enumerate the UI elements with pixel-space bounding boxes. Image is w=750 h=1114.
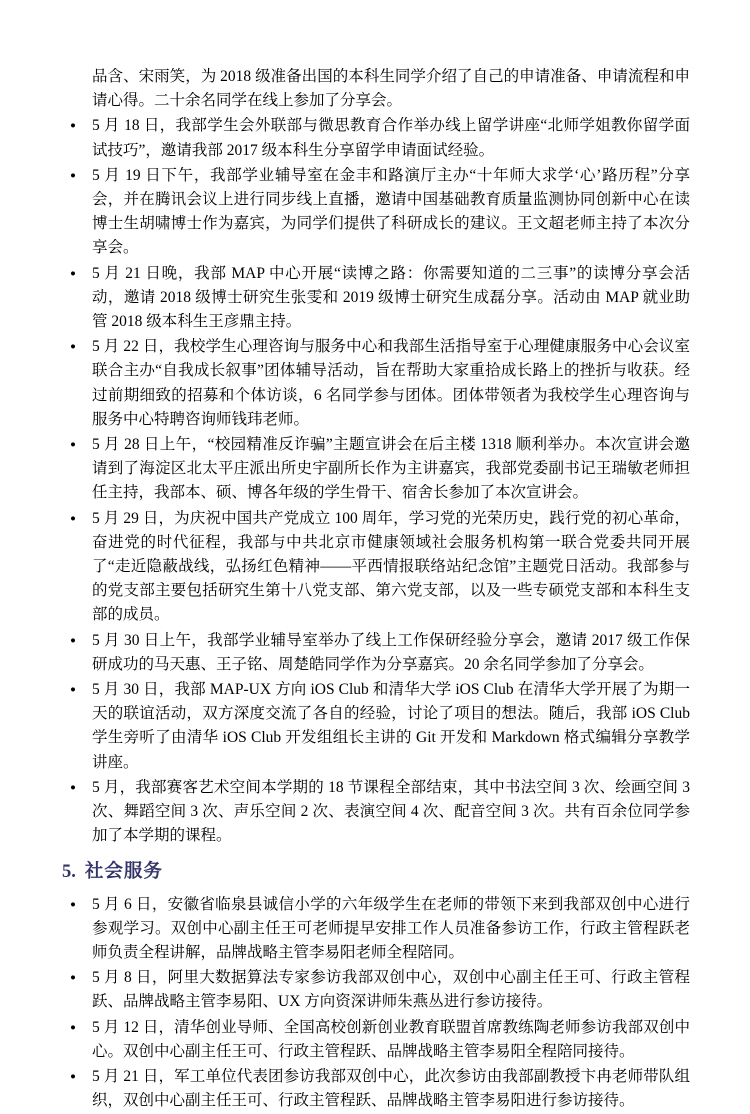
- list-item: [70, 164, 690, 261]
- bullet-icon: ●: [70, 440, 76, 451]
- list-item: [70, 335, 690, 432]
- bullet-icon: ●: [70, 1071, 76, 1082]
- section-heading: [62, 858, 690, 885]
- list-item-text: 5 月 22 日，我校学生心理咨询与服务中心和我部生活指导室于心理健康服务中心会议室联合主办“自我成长叙事”团体辅导活动，旨在帮助大家重拾成长路上的挫折与收获。经过前期细致的招募和个体访谈，6 名同学参与团体。团体带领者为我校学生心理咨询与服务中心特聘咨询师钱玮老师。: [92, 338, 690, 428]
- list-item-text: 5 月 29 日，为庆祝中国共产党成立 100 周年，学习党的光荣历史，践行党的初心革命，奋进党的时代征程，我部与中共北京市健康领域社会服务机构第一联合党委共同开展了“走近隐蔽战线，弘扬红色精神——平西情报联络站纪念馆”主题党日活动。我部参与的党支部主要包括研究生第十八党支部、第六党支部，以及一些专硕党支部和本科生支部的成员。: [92, 509, 690, 624]
- bullet-icon: ●: [70, 121, 76, 132]
- list-item-text: 5 月 28 日上午，“校园精准反诈骗”主题宣讲会在后主楼 1318 顺利举办。本次宣讲会邀请到了海淀区北太平庄派出所史宇副所长作为主讲嘉宾，我部党委副书记王瑞敏老师担任主持，我部本、硕、博各年级的学生骨干、宿舍长参加了本次宣讲会。: [92, 436, 690, 502]
- list-item-text: 5 月 30 日，我部 MAP-UX 方向 iOS Club 和清华大学 iOS Club 在清华大学开展了为期一天的联谊活动，双方深度交流了各自的经验，讨论了项目的想法。随后，我部 iOS Club 学生旁听了由清华 iOS Club 开发组组长主讲的 Git 开发和 Markdown 格式编辑分享教学讲座。: [92, 681, 690, 771]
- list-item: [70, 1065, 690, 1113]
- list-item-text: 5 月 8 日，阿里大数据算法专家参访我部双创中心，双创中心副主任王可、行政主管程跃、品牌战略主管李易阳、UX 方向资深讲师朱燕丛进行参访接待。: [92, 969, 690, 1011]
- list-item-text: 5 月 21 日晚，我部 MAP 中心开展“读博之路：你需要知道的二三事”的读博分享会活动，邀请 2018 级博士研究生张雯和 2019 级博士研究生成磊分享。活动由 MAP 就业助管 2018 级本科生王彦鼎主持。: [92, 264, 690, 331]
- list-item: [70, 629, 690, 677]
- bullet-icon: ●: [70, 170, 76, 181]
- list-item-text: 5 月 19 日下午，我部学业辅导室在金丰和路演厅主办“十年师大求学‘心’路历程”分享会，并在腾讯会议上进行同步线上直播，邀请中国基础教育质量监测协同创新中心在读博士生胡啸博士作为嘉宾，为同学们提供了科研成长的建议。王文超老师主持了本次分享会。: [92, 166, 690, 257]
- bullet-icon: ●: [70, 1022, 76, 1033]
- bullet-icon: ●: [70, 342, 76, 353]
- list-item-text: 5 月 6 日，安徽省临泉县诚信小学的六年级学生在老师的带领下来到我部双创中心进行参观学习。双创中心副主任王可老师提早安排工作人员准备参访工作，行政主管程跃老师负责全程讲解，品牌战略主管李易阳老师全程陪同。: [92, 895, 690, 961]
- continuation-paragraph: 品含、宋雨笑，为 2018 级准备出国的本科生同学介绍了自己的申请准备、申请流程和申请心得。二十余名同学在线上参加了分享会。: [92, 68, 690, 110]
- list-item: [70, 776, 690, 849]
- page-content: [62, 65, 690, 1114]
- bullet-icon: ●: [70, 973, 76, 984]
- bullet-icon: ●: [70, 268, 76, 279]
- section-number: 5.: [62, 861, 76, 882]
- list-item-text: 5 月 12 日，清华创业导师、全国高校创新创业教育联盟首席教练陶老师参访我部双创中心。双创中心副主任王可、行政主管程跃、品牌战略主管李易阳全程陪同接待。: [92, 1018, 690, 1060]
- list-item-text: 5 月 21 日，军工单位代表团参访我部双创中心，此次参访由我部副教授卞冉老师带队组织，双创中心副主任王可、行政主管程跃、品牌战略主管李易阳进行参访接待。: [92, 1067, 690, 1110]
- social-service-list: [70, 893, 690, 1114]
- list-item: [70, 966, 690, 1014]
- list-item: [70, 262, 690, 335]
- list-item-text: 5 月 18 日，我部学生会外联部与微思教育合作举办线上留学讲座“北师学姐教你留学面试技巧”，邀请我部 2017 级本科生分享留学申请面试经验。: [92, 117, 690, 159]
- monthly-activities-list: [70, 114, 690, 848]
- list-item-text: 5 月，我部赛客艺术空间本学期的 18 节课程全部结束，其中书法空间 3 次、绘画空间 3 次、舞蹈空间 3 次、声乐空间 2 次、表演空间 4 次、配音空间 3 次。共有百余位同学参加了本学期的课程。: [92, 778, 690, 845]
- list-item: [70, 893, 690, 966]
- list-item: [70, 433, 690, 506]
- section-title: 社会服务: [84, 859, 163, 881]
- list-item-text: 5 月 30 日上午，我部学业辅导室举办了线上工作保研经验分享会，邀请 2017 级工作保研成功的马天惠、王子铭、周楚皓同学作为分享嘉宾。20 余名同学参加了分享会。: [92, 631, 690, 673]
- bullet-icon: ●: [70, 635, 76, 646]
- bullet-icon: ●: [70, 685, 76, 696]
- list-item: [70, 507, 690, 628]
- bullet-icon: ●: [70, 899, 76, 910]
- list-item: [70, 1016, 690, 1064]
- bullet-icon: ●: [70, 513, 76, 524]
- bullet-icon: ●: [70, 782, 76, 793]
- list-item: [70, 678, 690, 775]
- list-item: [70, 114, 690, 162]
